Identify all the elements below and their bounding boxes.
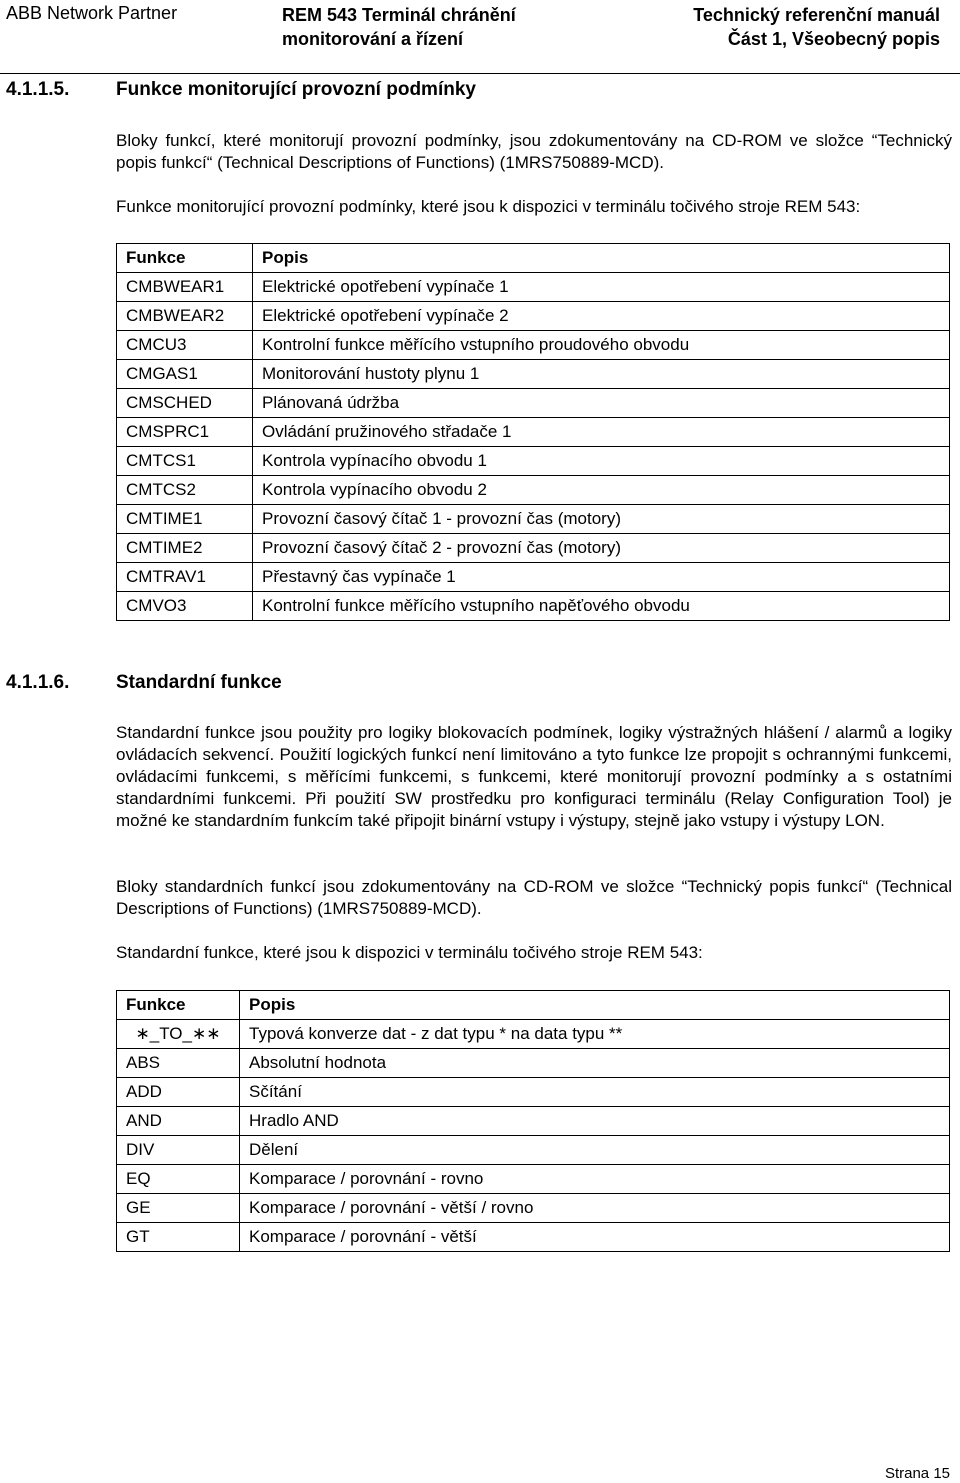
function-description-cell: Kontrola vypínacího obvodu 2 <box>253 476 950 505</box>
page-number: Strana 15 <box>884 1465 950 1482</box>
function-description-cell: Kontrola vypínacího obvodu 1 <box>253 447 950 476</box>
function-code-cell: CMVO3 <box>117 592 253 621</box>
table-row <box>117 563 950 592</box>
function-code-cell: CMBWEAR1 <box>117 273 253 302</box>
table-row <box>117 1223 950 1252</box>
header-product <box>282 3 516 51</box>
table-header-cell: Popis <box>240 991 950 1020</box>
table-row <box>117 592 950 621</box>
table-header-cell: Popis <box>253 244 950 273</box>
function-code-cell: DIV <box>117 1136 240 1165</box>
function-code-cell: CMCU3 <box>117 331 253 360</box>
header-manual <box>693 3 940 51</box>
table-row <box>117 360 950 389</box>
function-code-cell: ADD <box>117 1078 240 1107</box>
function-code-cell: CMBWEAR2 <box>117 302 253 331</box>
function-description-cell: Elektrické opotřebení vypínače 2 <box>253 302 950 331</box>
function-code-cell: CMTIME1 <box>117 505 253 534</box>
header-partner: ABB Network Partner <box>6 3 178 23</box>
table-row <box>117 389 950 418</box>
function-code-cell: CMSPRC1 <box>117 418 253 447</box>
section2-function-table <box>116 990 950 1252</box>
section1-function-table <box>116 243 950 621</box>
table-row <box>117 505 950 534</box>
section1-paragraph1: Bloky funkcí, které monitorují provozní podmínky, jsou zdokumentovány na CD-ROM ve složce “Technický popis funkcí“ (Technical Descriptions of Functions) (1MRS750889-MCD). <box>116 131 952 172</box>
function-code-cell: CMTRAV1 <box>117 563 253 592</box>
function-code-cell: CMSCHED <box>117 389 253 418</box>
section2-paragraph3: Standardní funkce, které jsou k dispozici v terminálu točivého stroje REM 543: <box>116 943 703 962</box>
table-row <box>117 476 950 505</box>
table-row <box>117 1049 950 1078</box>
function-description-cell: Monitorování hustoty plynu 1 <box>253 360 950 389</box>
table-row <box>117 1194 950 1223</box>
function-code-cell: CMTCS2 <box>117 476 253 505</box>
header-product-line1: REM 543 Terminál chránění <box>282 5 516 25</box>
function-description-cell: Typová konverze dat - z dat typu * na data typu ** <box>240 1020 950 1049</box>
section2-number: 4.1.1.6. <box>6 672 70 693</box>
header-manual-line2: Část 1, Všeobecný popis <box>727 29 940 49</box>
table-row <box>117 534 950 563</box>
function-code-cell: CMTCS1 <box>117 447 253 476</box>
function-description-cell: Hradlo AND <box>240 1107 950 1136</box>
function-code-cell: CMTIME2 <box>117 534 253 563</box>
table-row <box>117 273 950 302</box>
function-description-cell: Provozní časový čítač 1 - provozní čas (motory) <box>253 505 950 534</box>
function-code-cell: CMGAS1 <box>117 360 253 389</box>
function-description-cell: Sčítání <box>240 1078 950 1107</box>
function-code-cell: GE <box>117 1194 240 1223</box>
table-row <box>117 1136 950 1165</box>
function-description-cell: Kontrolní funkce měřícího vstupního napěťového obvodu <box>253 592 950 621</box>
table-row <box>117 1165 950 1194</box>
table-header-row <box>117 991 950 1020</box>
function-description-cell: Ovládání pružinového střadače 1 <box>253 418 950 447</box>
function-description-cell: Dělení <box>240 1136 950 1165</box>
section1-number: 4.1.1.5. <box>6 79 70 100</box>
function-description-cell: Elektrické opotřebení vypínače 1 <box>253 273 950 302</box>
header-divider <box>0 73 960 74</box>
function-code-cell: ∗_TO_∗∗ <box>117 1020 240 1049</box>
table-row <box>117 418 950 447</box>
table-row <box>117 447 950 476</box>
function-description-cell: Komparace / porovnání - větší / rovno <box>240 1194 950 1223</box>
function-description-cell: Absolutní hodnota <box>240 1049 950 1078</box>
function-code-cell: AND <box>117 1107 240 1136</box>
table-row <box>117 331 950 360</box>
function-code-cell: ABS <box>117 1049 240 1078</box>
section2-paragraph2: Bloky standardních funkcí jsou zdokumentovány na CD-ROM ve složce “Technický popis funkcí“ (Technical Descriptions of Functions) (1MRS750889-MCD). <box>116 877 952 918</box>
function-code-cell: GT <box>117 1223 240 1252</box>
table-row <box>117 1107 950 1136</box>
table-header-row <box>117 244 950 273</box>
function-code-cell: EQ <box>117 1165 240 1194</box>
table-row <box>117 302 950 331</box>
header-product-line2: monitorování a řízení <box>282 29 464 49</box>
function-description-cell: Komparace / porovnání - větší <box>240 1223 950 1252</box>
table-header-cell: Funkce <box>117 244 253 273</box>
section1-title: Funkce monitorující provozní podmínky <box>116 79 476 100</box>
table-header-cell: Funkce <box>117 991 240 1020</box>
function-description-cell: Komparace / porovnání - rovno <box>240 1165 950 1194</box>
header-manual-line1: Technický referenční manuál <box>693 5 940 25</box>
page-header <box>0 0 960 76</box>
section2-paragraph1: Standardní funkce jsou použity pro logiky blokovacích podmínek, logiky výstražných hlášení / alarmů a logiky ovládacích sekvencí. Použití logických funkcí není limitováno a tyto funkce lze propojit s ochrannými funkcemi, ovládacími funkcemi, s měřícími funkcemi, s funkcemi, které monitorují provozní podmínky a s ostatními standardními funkcemi. Při použití SW prostředku pro konfiguraci terminálu (Relay Configuration Tool) je možné ke standardním funkcím také připojit binární vstupy i výstupy, stejně jako vstupy i výstupy LON. <box>116 723 952 830</box>
function-description-cell: Přestavný čas vypínače 1 <box>253 563 950 592</box>
function-description-cell: Kontrolní funkce měřícího vstupního proudového obvodu <box>253 331 950 360</box>
section1-paragraph2: Funkce monitorující provozní podmínky, které jsou k dispozici v terminálu točivého stroje REM 543: <box>116 197 861 216</box>
function-description-cell: Plánovaná údržba <box>253 389 950 418</box>
function-description-cell: Provozní časový čítač 2 - provozní čas (motory) <box>253 534 950 563</box>
section2-title: Standardní funkce <box>116 672 282 693</box>
table-row <box>117 1020 950 1049</box>
table-row <box>117 1078 950 1107</box>
